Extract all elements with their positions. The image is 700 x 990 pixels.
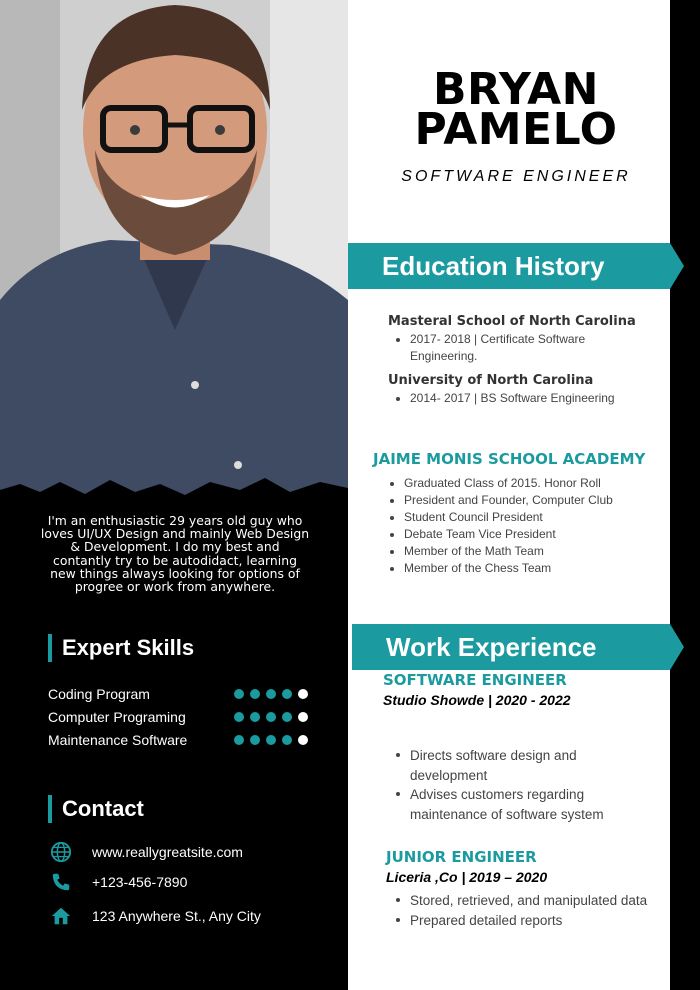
list-item: Student Council President bbox=[390, 509, 650, 526]
list-item: Stored, retrieved, and manipulated data bbox=[396, 891, 661, 911]
full-name bbox=[348, 64, 684, 155]
job-duties bbox=[396, 746, 626, 824]
academy-heading: JAIME MONIS SCHOOL ACADEMY bbox=[373, 450, 646, 468]
accent-bar bbox=[48, 795, 52, 823]
skills-heading-label: Expert Skills bbox=[62, 635, 195, 660]
right-edge-strip bbox=[670, 0, 700, 990]
skill-rating bbox=[234, 735, 308, 745]
person-illustration bbox=[0, 0, 348, 500]
globe-icon bbox=[50, 841, 72, 863]
skills-heading bbox=[48, 634, 194, 662]
skill-label: Coding Program bbox=[48, 686, 150, 702]
accent-bar bbox=[48, 634, 52, 662]
skill-row bbox=[48, 686, 308, 702]
education-heading: Education History bbox=[382, 250, 605, 281]
about-text: I'm an enthusiastic 29 years old guy who loves UI/UX Design and mainly Web Design & Development. I do my best and contantly try to be autodidact, learning new things always looking for options of progree or work from anywhere. bbox=[40, 513, 310, 595]
job-title: SOFTWARE ENGINEER bbox=[401, 168, 631, 185]
contact-phone[interactable] bbox=[50, 871, 187, 893]
list-item: Prepared detailed reports bbox=[396, 911, 661, 931]
address-text: 123 Anywhere St., Any City bbox=[92, 908, 261, 924]
school-name: University of North Carolina bbox=[388, 373, 594, 388]
work-heading: Work Experience bbox=[386, 631, 597, 662]
skill-label: Maintenance Software bbox=[48, 732, 188, 748]
first-name: BRYAN bbox=[432, 64, 600, 115]
torn-edge bbox=[0, 470, 348, 500]
profile-photo bbox=[0, 0, 348, 500]
list-item: 2014- 2017 | BS Software Engineering bbox=[396, 390, 636, 407]
contact-address bbox=[50, 905, 261, 927]
banner-arrow bbox=[670, 624, 684, 670]
job-company: Liceria ,Co | 2019 – 2020 bbox=[386, 869, 548, 885]
phone-icon bbox=[50, 871, 72, 893]
list-item: Member of the Math Team bbox=[390, 543, 650, 560]
job-role: SOFTWARE ENGINEER bbox=[383, 671, 567, 689]
list-item: Advises customers regarding maintenance of software system bbox=[396, 785, 626, 824]
job-role: JUNIOR ENGINEER bbox=[386, 848, 537, 866]
contact-website[interactable] bbox=[50, 841, 243, 863]
list-item: Member of the Chess Team bbox=[390, 560, 650, 577]
list-item: 2017- 2018 | Certificate Software Engineering. bbox=[396, 331, 626, 365]
skill-row bbox=[48, 709, 308, 725]
website-text[interactable]: www.reallygreatsite.com bbox=[92, 844, 243, 860]
work-banner bbox=[352, 624, 670, 670]
list-item: President and Founder, Computer Club bbox=[390, 492, 650, 509]
phone-text[interactable]: +123-456-7890 bbox=[92, 874, 188, 890]
home-icon bbox=[50, 905, 72, 927]
job-duties bbox=[396, 891, 661, 931]
skill-rating bbox=[234, 689, 308, 699]
academy-list bbox=[390, 475, 650, 577]
skill-row bbox=[48, 732, 308, 748]
skill-rating bbox=[234, 712, 308, 722]
job-company: Studio Showde | 2020 - 2022 bbox=[383, 692, 571, 708]
school-name: Masteral School of North Carolina bbox=[388, 314, 636, 329]
list-item: Directs software design and development bbox=[396, 746, 626, 785]
left-column bbox=[0, 0, 348, 990]
skill-label: Computer Programing bbox=[48, 709, 186, 725]
banner-arrow bbox=[670, 243, 684, 289]
education-banner bbox=[348, 243, 670, 289]
last-name: PAMELO bbox=[414, 104, 618, 155]
list-item: Graduated Class of 2015. Honor Roll bbox=[390, 475, 650, 492]
school-details bbox=[396, 331, 626, 365]
contact-heading bbox=[48, 795, 144, 823]
school-details bbox=[396, 390, 636, 407]
list-item: Debate Team Vice President bbox=[390, 526, 650, 543]
contact-heading-label: Contact bbox=[62, 796, 144, 821]
